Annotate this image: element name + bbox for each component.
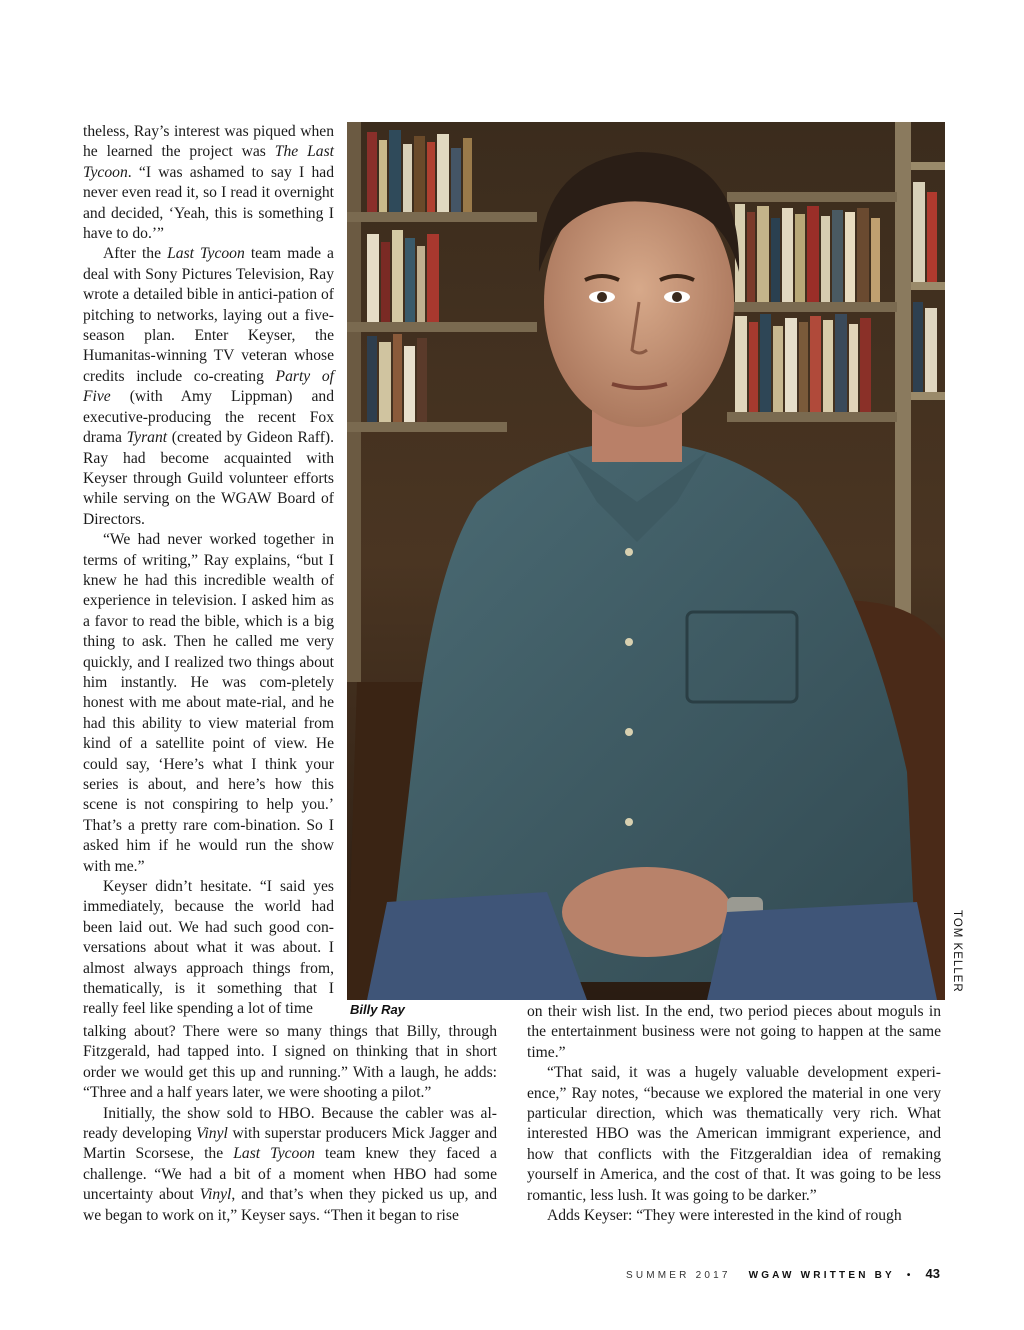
left-column: [83, 122, 334, 1020]
paragraph: After the Last Tycoon team made a deal with Sony Pictures Television, Ray wrote a detailed bible in antici-pation of pitching to networks, laying out a five-season plan. Enter Keyser, the Humanitas-winning TV veteran whose credits include co-creating Party of Five (with Amy Lippman) and executive-producing the recent Fox drama Tyrant (created by Gideon Raff). Ray had become acquainted with Keyser through Guild volunteer efforts while serving on the WGAW Board of Directors.: [83, 245, 334, 528]
bottom-left-column: [83, 1022, 497, 1226]
portrait-photo: [347, 122, 945, 1000]
page-footer: [626, 1266, 940, 1281]
paragraph: talking about? There were so many things that Billy, through Fitzgerald, had tapped into. I signed on thinking that in short order we would get this up and running.” With a laugh, he adds: “Three and a half years later, we were shooting a pilot.”: [83, 1023, 497, 1102]
footer-bullet: •: [906, 1270, 914, 1281]
photo-credit: TOM KELLER: [951, 910, 963, 993]
page-number: 43: [925, 1266, 940, 1281]
bottom-right-column: [527, 1002, 941, 1226]
paragraph: Keyser didn’t hesitate. “I said yes immediately, because the world had been laid out. We had such good con-versations about what it was about. I almost always approach things from, thematically, is it something that I really feel like spending a lot of time: [83, 878, 334, 1018]
publication-name: WGAW WRITTEN BY: [748, 1270, 895, 1281]
paragraph: on their wish list. In the end, two period pieces about moguls in the entertainment business were not going to happen at the same time.”: [527, 1003, 941, 1061]
paragraph: “We had never worked together in terms of writing,” Ray explains, “but I knew he had this incredible wealth of experience in television. I asked him as a favor to read the bible, which is a big thing to ask. Then he called me very quickly, and I realized two things about him instantly. He was com-pletely honest with me about mate-rial, and he had this ability to view material from kind of a satellite point of view. He could say, ‘Here’s what I think your series is about, and here’s how this scene is not conspiring to help you.’ That’s a pretty rare com-bination. So I asked him if he would run the show with me.”: [83, 531, 334, 875]
paragraph: Initially, the show sold to HBO. Because the cabler was al-ready developing Vinyl with superstar producers Mick Jagger and Martin Scorsese, the Last Tycoon team knew they faced a challenge. “We had a bit of a moment when HBO had some uncertainty about Vinyl, and that’s when they picked us up, and we began to work on it,” Keyser says. “Then it began to rise: [83, 1104, 497, 1224]
paragraph: theless, Ray’s interest was piqued when he learned the project was The Last Tycoon. “I was ashamed to say I had never even read it, so I read it overnight and decided, ‘Yeah, this is something I have to do.’”: [83, 123, 334, 243]
paragraph: Adds Keyser: “They were interested in the kind of rough: [547, 1207, 902, 1225]
paragraph: “That said, it was a hugely valuable development experi-ence,” Ray notes, “because we explored the material in one very particular direction, which was thematically very rich. What interested HBO was the American immigrant experience, and how that conflicts with the Fitzgeraldian idea of remaking yourself in America, and the cost of that. It was going to be less romantic, less lush. It was going to be darker.”: [527, 1064, 941, 1204]
photo-caption: Billy Ray: [350, 1002, 405, 1017]
issue-date: SUMMER 2017: [625, 1270, 731, 1281]
